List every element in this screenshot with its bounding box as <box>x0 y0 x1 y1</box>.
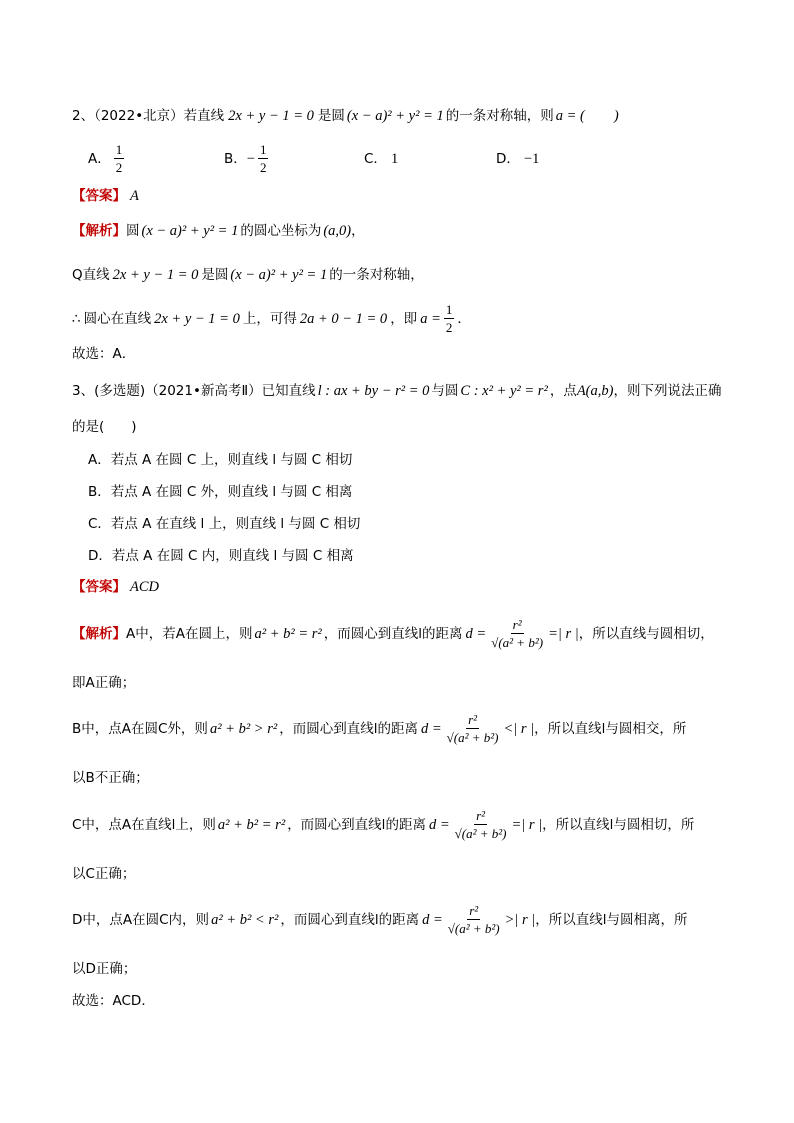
analysis-text: 以B不正确； <box>72 770 149 786</box>
analysis-text: 以D正确； <box>72 961 137 977</box>
q3-stem-text-4: ，则下列说法正确 <box>613 383 722 399</box>
q3-stem-text-3: ，点 <box>549 383 577 399</box>
analysis-text: 直线 <box>82 267 110 283</box>
punctuation: ． <box>457 311 471 327</box>
q3-analysis-item-d-cont <box>72 960 136 978</box>
relation: =| r | <box>548 626 579 642</box>
q3-stem-text-2: 与圆 <box>431 383 459 399</box>
q2-stem-text-3: 的一条对称轴，则 <box>445 108 554 124</box>
analysis-text: 即A正确； <box>72 675 136 691</box>
condition-equation: a² + b² > r² <box>209 721 278 737</box>
analysis-text: D中，点A在圆C内，则 <box>72 912 210 928</box>
analysis-tag: 【解析】 <box>72 626 126 642</box>
fraction-numerator: 1 <box>259 142 267 157</box>
fraction-denominator: √(a² + b²) <box>491 635 544 650</box>
circle-equation: (x − a)² + y² = 1 <box>230 267 328 283</box>
relation: =| r | <box>511 817 543 833</box>
fraction-denominator: 2 <box>445 320 453 335</box>
distance-fraction <box>446 904 502 936</box>
fraction-numerator: r² <box>476 808 486 823</box>
relation: <| r | <box>503 721 535 737</box>
analysis-text: ，所以直线l与圆相切，所 <box>542 817 695 833</box>
punctuation: ， <box>351 223 365 239</box>
fraction-denominator: 2 <box>259 160 267 175</box>
analysis-text: ，而圆心到直线l的距离 <box>323 626 463 642</box>
option-text: C．若点 A 在直线 l 上，则直线 l 与圆 C 相切 <box>88 516 361 532</box>
q2-analysis-line-2 <box>72 266 424 284</box>
equation: 2a + 0 − 1 = 0 <box>299 311 388 327</box>
analysis-text: ，所以直线l与圆相交，所 <box>534 721 687 737</box>
because-symbol: Q <box>72 267 83 283</box>
q3-option-a <box>88 451 352 469</box>
fraction-numerator: r² <box>512 617 522 632</box>
analysis-text: ，而圆心到直线l的距离 <box>279 721 418 737</box>
fraction-numerator: 1 <box>115 142 123 157</box>
q3-analysis-item-b <box>72 709 686 749</box>
analysis-text: 圆心在直线 <box>83 311 152 327</box>
q3-answer <box>72 578 159 596</box>
fraction-denominator: 2 <box>115 160 123 175</box>
option-text: A．若点 A 在圆 C 上，则直线 l 与圆 C 相切 <box>88 452 353 468</box>
fraction <box>114 143 125 175</box>
analysis-text: 的圆心坐标为 <box>240 223 322 239</box>
option-label: D． <box>496 151 520 167</box>
q2-answer <box>72 187 139 205</box>
result-equation: a = <box>420 311 441 327</box>
q3-analysis-item-c-cont <box>72 865 135 883</box>
q2-option-b <box>224 142 271 176</box>
q2-ask: a = ( ) <box>555 108 619 124</box>
q3-analysis-item-b-cont <box>72 769 149 787</box>
conclusion-text: 故选：A． <box>72 346 136 362</box>
analysis-text: B中，点A在圆C外，则 <box>72 721 208 737</box>
q2-line-equation: 2x + y − 1 = 0 <box>228 108 314 124</box>
conclusion-text: 故选：ACD． <box>72 993 155 1009</box>
distance-symbol: d = <box>422 912 443 928</box>
analysis-text: ，而圆心到直线l的距离 <box>280 912 420 928</box>
analysis-text: 是圆 <box>201 267 229 283</box>
q3-option-c <box>88 515 360 533</box>
q3-circle-equation: C : x² + y² = r² <box>460 383 548 399</box>
q3-analysis-item-a <box>72 614 714 654</box>
q3-stem-continued <box>72 418 137 436</box>
q3-point: A(a,b) <box>576 383 614 399</box>
analysis-text: ，即 <box>390 311 418 327</box>
center-coordinate: (a,0) <box>323 223 352 239</box>
fraction-denominator: √(a² + b²) <box>447 921 500 936</box>
condition-equation: a² + b² = r² <box>217 817 286 833</box>
fraction-denominator: √(a² + b²) <box>446 730 499 745</box>
circle-equation: (x − a)² + y² = 1 <box>141 223 239 239</box>
fraction-denominator: √(a² + b²) <box>454 826 507 841</box>
q3-option-b <box>88 483 352 501</box>
option-value: 1 <box>390 151 399 167</box>
analysis-text: C中，点A在直线l上，则 <box>72 817 216 833</box>
analysis-text: A中，若A在圆上，则 <box>126 626 253 642</box>
q2-conclusion <box>72 345 135 363</box>
q2-option-d <box>496 142 539 176</box>
fraction-numerator: 1 <box>445 302 453 317</box>
condition-equation: a² + b² = r² <box>254 626 322 642</box>
q2-analysis-line-3 <box>72 302 471 336</box>
analysis-text: 上，可得 <box>242 311 297 327</box>
q3-analysis-item-d <box>72 900 688 940</box>
q2-options <box>88 142 688 176</box>
option-label: C． <box>364 151 387 167</box>
fraction-numerator: r² <box>468 712 478 727</box>
analysis-text: 以C正确； <box>72 866 136 882</box>
fraction-numerator: r² <box>469 903 479 918</box>
option-sign: − <box>246 151 255 167</box>
option-value: −1 <box>523 151 540 167</box>
option-text: B．若点 A 在圆 C 外，则直线 l 与圆 C 相离 <box>88 484 353 500</box>
distance-symbol: d = <box>420 721 442 737</box>
answer-value: ACD <box>130 579 159 595</box>
line-equation: 2x + y − 1 = 0 <box>154 311 240 327</box>
option-text: D．若点 A 在圆 C 内，则直线 l 与圆 C 相离 <box>88 548 354 564</box>
q2-circle-equation: (x − a)² + y² = 1 <box>346 108 444 124</box>
q3-analysis-item-a-cont <box>72 674 135 692</box>
q2-stem <box>72 107 619 125</box>
fraction <box>444 303 455 335</box>
relation: >| r | <box>504 912 536 928</box>
distance-symbol: d = <box>465 626 487 642</box>
q2-analysis-line-1 <box>72 222 365 240</box>
option-label: A． <box>88 151 111 167</box>
analysis-text: ，所以直线l与圆相离，所 <box>535 912 688 928</box>
answer-tag: 【答案】 <box>72 188 126 204</box>
option-label: B． <box>224 151 247 167</box>
analysis-text: 的一条对称轴， <box>329 267 424 283</box>
distance-symbol: d = <box>428 817 450 833</box>
fraction <box>258 143 269 175</box>
q3-line-equation: l : ax + by − r² = 0 <box>317 383 430 399</box>
q2-option-c <box>364 142 398 176</box>
q3-analysis-item-c <box>72 805 694 845</box>
line-equation: 2x + y − 1 = 0 <box>112 267 199 283</box>
analysis-tag: 【解析】 <box>72 223 126 239</box>
q2-option-a <box>88 142 127 176</box>
q3-stem-text-5: 的是( ) <box>72 419 137 435</box>
distance-fraction <box>445 713 501 745</box>
analysis-text: 圆 <box>126 223 140 239</box>
answer-value: A <box>130 188 139 204</box>
distance-fraction <box>489 618 545 650</box>
q3-option-d <box>88 547 354 565</box>
answer-tag: 【答案】 <box>72 579 126 595</box>
analysis-text: ，而圆心到直线l的距离 <box>287 817 426 833</box>
q2-stem-text-2: 是圆 <box>317 108 345 124</box>
q3-conclusion <box>72 992 155 1010</box>
condition-equation: a² + b² < r² <box>211 912 279 928</box>
q3-stem-text: 3、(多选题)（2021•新高考Ⅱ）已知直线 <box>72 383 316 399</box>
q2-stem-text: 2、（2022•北京）若直线 <box>72 108 225 124</box>
distance-fraction <box>453 809 509 841</box>
therefore-symbol: ∴ <box>72 311 81 327</box>
analysis-text: ，所以直线与圆相切， <box>578 626 714 642</box>
q3-stem <box>72 382 721 400</box>
